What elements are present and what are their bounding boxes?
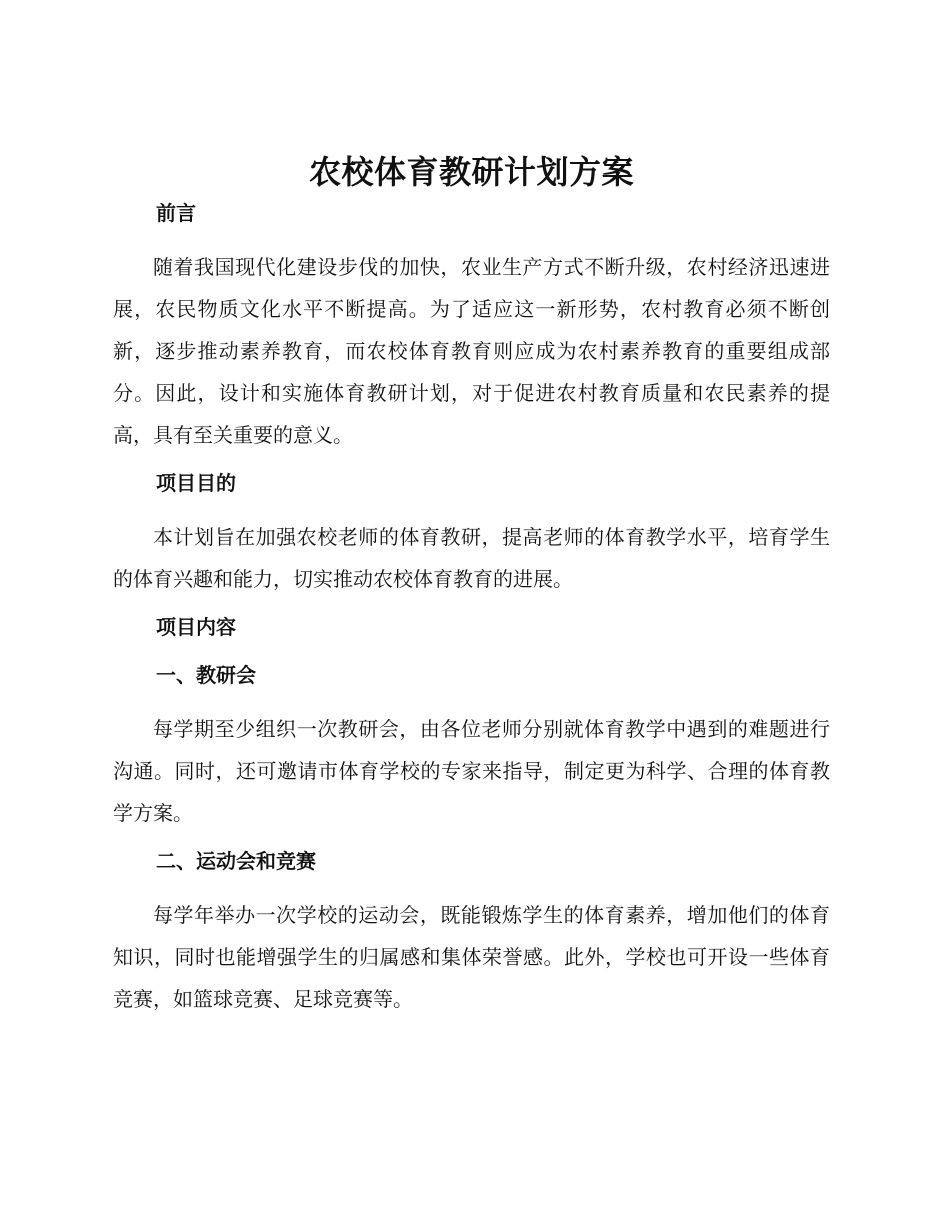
section-paragraph-teaching-research-meeting: 每学期至少组织一次教研会，由各位老师分别就体育教学中遇到的难题进行沟通。同时，还可邀请市体育学校的专家来指导，制定更为科学、合理的体育教学方案。 (113, 717, 830, 825)
spacing (113, 600, 830, 612)
section-paragraph-preface: 随着我国现代化建设步伐的加快，农业生产方式不断升级，农村经济迅速进展，农民物质文化水平不断提高。为了适应这一新形势，农村教育必须不断创新，逐步推动素养教育，而农校体育教育则应成为农村素养教育的重要组成部分。因此，设计和实施体育教研计划，对于促进农村教育质量和农民素养的提高，具有至关重要的意义。 (113, 255, 830, 447)
spacing (113, 876, 830, 894)
section-heading-preface: 前言 (156, 201, 196, 225)
section-heading-sports-meet: 二、运动会和竞赛 (156, 849, 316, 873)
spacing (113, 456, 830, 468)
document-content (113, 150, 830, 1020)
section-paragraph-sports-meet: 每学年举办一次学校的运动会，既能锻炼学生的体育素养，增加他们的体育知识，同时也能增强学生的归属感和集体荣誉感。此外，学校也可开设一些体育竞赛，如篮球竞赛、足球竞赛等。 (113, 903, 830, 1011)
section-paragraph-project-goal: 本计划旨在加强农校老师的体育教研，提高老师的体育教学水平，培育学生的体育兴趣和能力，切实推动农校体育教育的进展。 (113, 525, 830, 591)
spacing (113, 690, 830, 708)
spacing (113, 642, 830, 660)
section-heading-project-goal: 项目目的 (156, 471, 236, 495)
page-title: 农校体育教研计划方案 (308, 153, 634, 191)
spacing (113, 228, 830, 246)
spacing (113, 498, 830, 516)
spacing (113, 834, 830, 846)
section-heading-project-content: 项目内容 (156, 615, 236, 639)
section-heading-teaching-research-meeting: 一、教研会 (156, 663, 256, 687)
